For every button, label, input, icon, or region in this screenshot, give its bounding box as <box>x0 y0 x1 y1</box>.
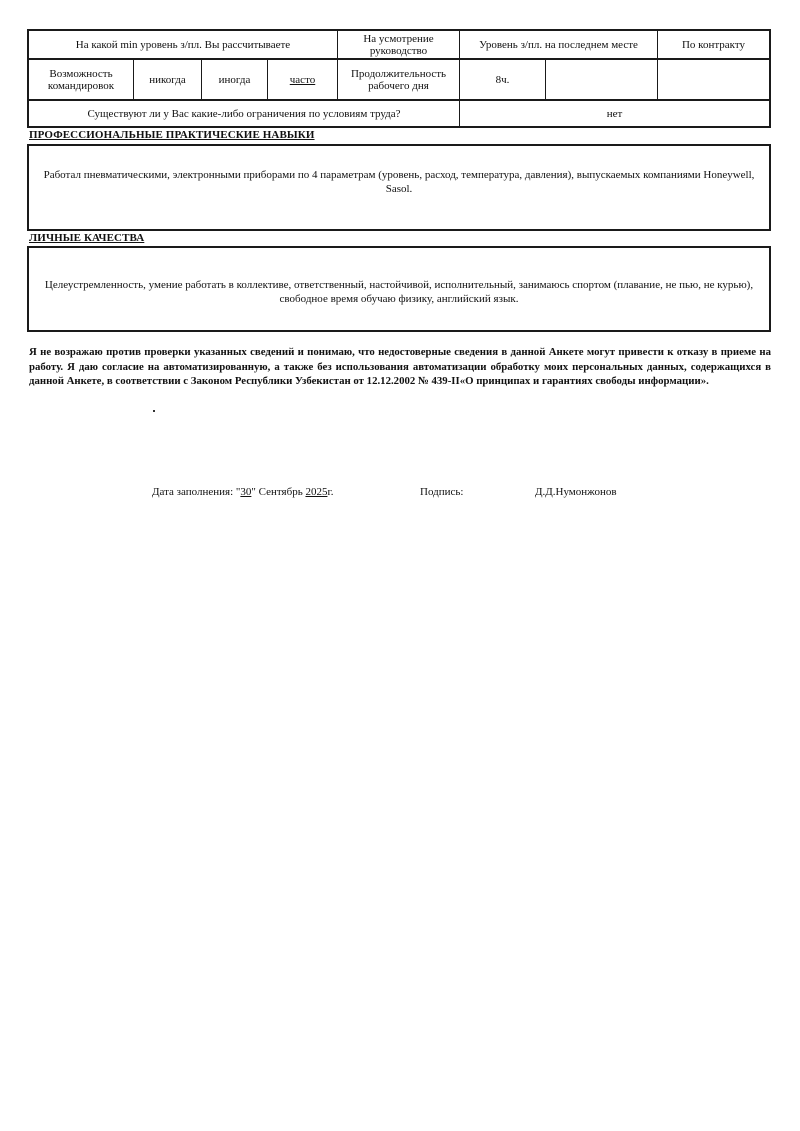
personal-qualities-title: ЛИЧНЫЕ КАЧЕСТВА <box>29 232 145 244</box>
professional-skills-text: Работал пневматическими, электронными приборами по 4 параметрам (уровень, расход, температура, давления), выпускаемых компаниями Honeywell, Sasol. <box>43 169 755 195</box>
signature-label: Подпись: <box>420 486 464 498</box>
dot-mark <box>153 410 155 412</box>
last-job-salary-text: Уровень з/пл. на последнем месте <box>479 38 638 51</box>
date-month: " Сентябрь <box>251 486 306 498</box>
option-sometimes: иногда <box>218 73 251 86</box>
signer-name: Д.Д.Нумонжонов <box>535 486 617 498</box>
workday-value: 8ч. <box>495 73 510 86</box>
by-contract-text: По контракту <box>681 38 746 51</box>
date-suffix: г. <box>327 486 334 498</box>
extra-cell-1 <box>546 60 658 99</box>
option-never-cell <box>134 60 202 99</box>
personal-qualities-text: Целеустремленность, умение работать в коллективе, ответственный, настойчивой, исполнительный, занимаюсь спортом (плавание, не пью, не курью), свободное время обучаю физику, английский язык. <box>44 279 754 305</box>
professional-skills-box <box>27 144 771 231</box>
consent-statement: Я не возражаю против проверки указанных сведений и понимаю, что недостоверные сведения в данной Анкете могут привести к отказу в приеме на работу. Я даю согласие на автоматизированную, а также без использования автоматизации обработку моих персональных данных, содержащихся в данной Анкете, в соответствии с Законом Республики Узбекистан от 12.12.2002 № 439-II«О принципах и гарантиях свободы информации». <box>29 346 771 387</box>
travel-row <box>27 60 771 101</box>
travel-label-cell <box>29 60 134 99</box>
workday-label: Продолжительность рабочего дня <box>350 67 447 92</box>
restrictions-row <box>27 101 771 128</box>
option-never: никогда <box>149 73 186 86</box>
personal-qualities-box <box>27 246 771 332</box>
salary-row <box>27 29 771 60</box>
workday-label-cell <box>338 60 460 99</box>
date-day: 30 <box>240 486 252 498</box>
restrictions-question-cell <box>29 101 460 126</box>
last-job-salary-cell <box>460 31 658 58</box>
fill-date <box>152 486 334 498</box>
workday-value-cell <box>460 60 546 99</box>
restrictions-answer-cell <box>460 101 769 126</box>
at-discretion-cell <box>338 31 460 58</box>
travel-label: Возможность командировок <box>47 67 115 92</box>
option-often: часто <box>289 73 316 86</box>
option-sometimes-cell <box>202 60 268 99</box>
min-salary-question <box>29 31 338 58</box>
min-salary-question-text: На какой min уровень з/пл. Вы рассчитываете <box>75 38 291 51</box>
professional-skills-title: ПРОФЕССИОНАЛЬНЫЕ ПРАКТИЧЕСКИЕ НАВЫКИ <box>29 129 315 141</box>
option-often-cell <box>268 60 338 99</box>
extra-cell-2 <box>658 60 769 99</box>
restrictions-question: Существуют ли у Вас какие-либо ограничения по условиям труда? <box>87 107 401 120</box>
restrictions-answer: нет <box>606 107 623 120</box>
at-discretion-text: На усмотрение руководство <box>363 32 434 57</box>
by-contract-cell <box>658 31 769 58</box>
date-year: 2025 <box>305 486 328 498</box>
date-prefix: Дата заполнения: " <box>152 486 241 498</box>
